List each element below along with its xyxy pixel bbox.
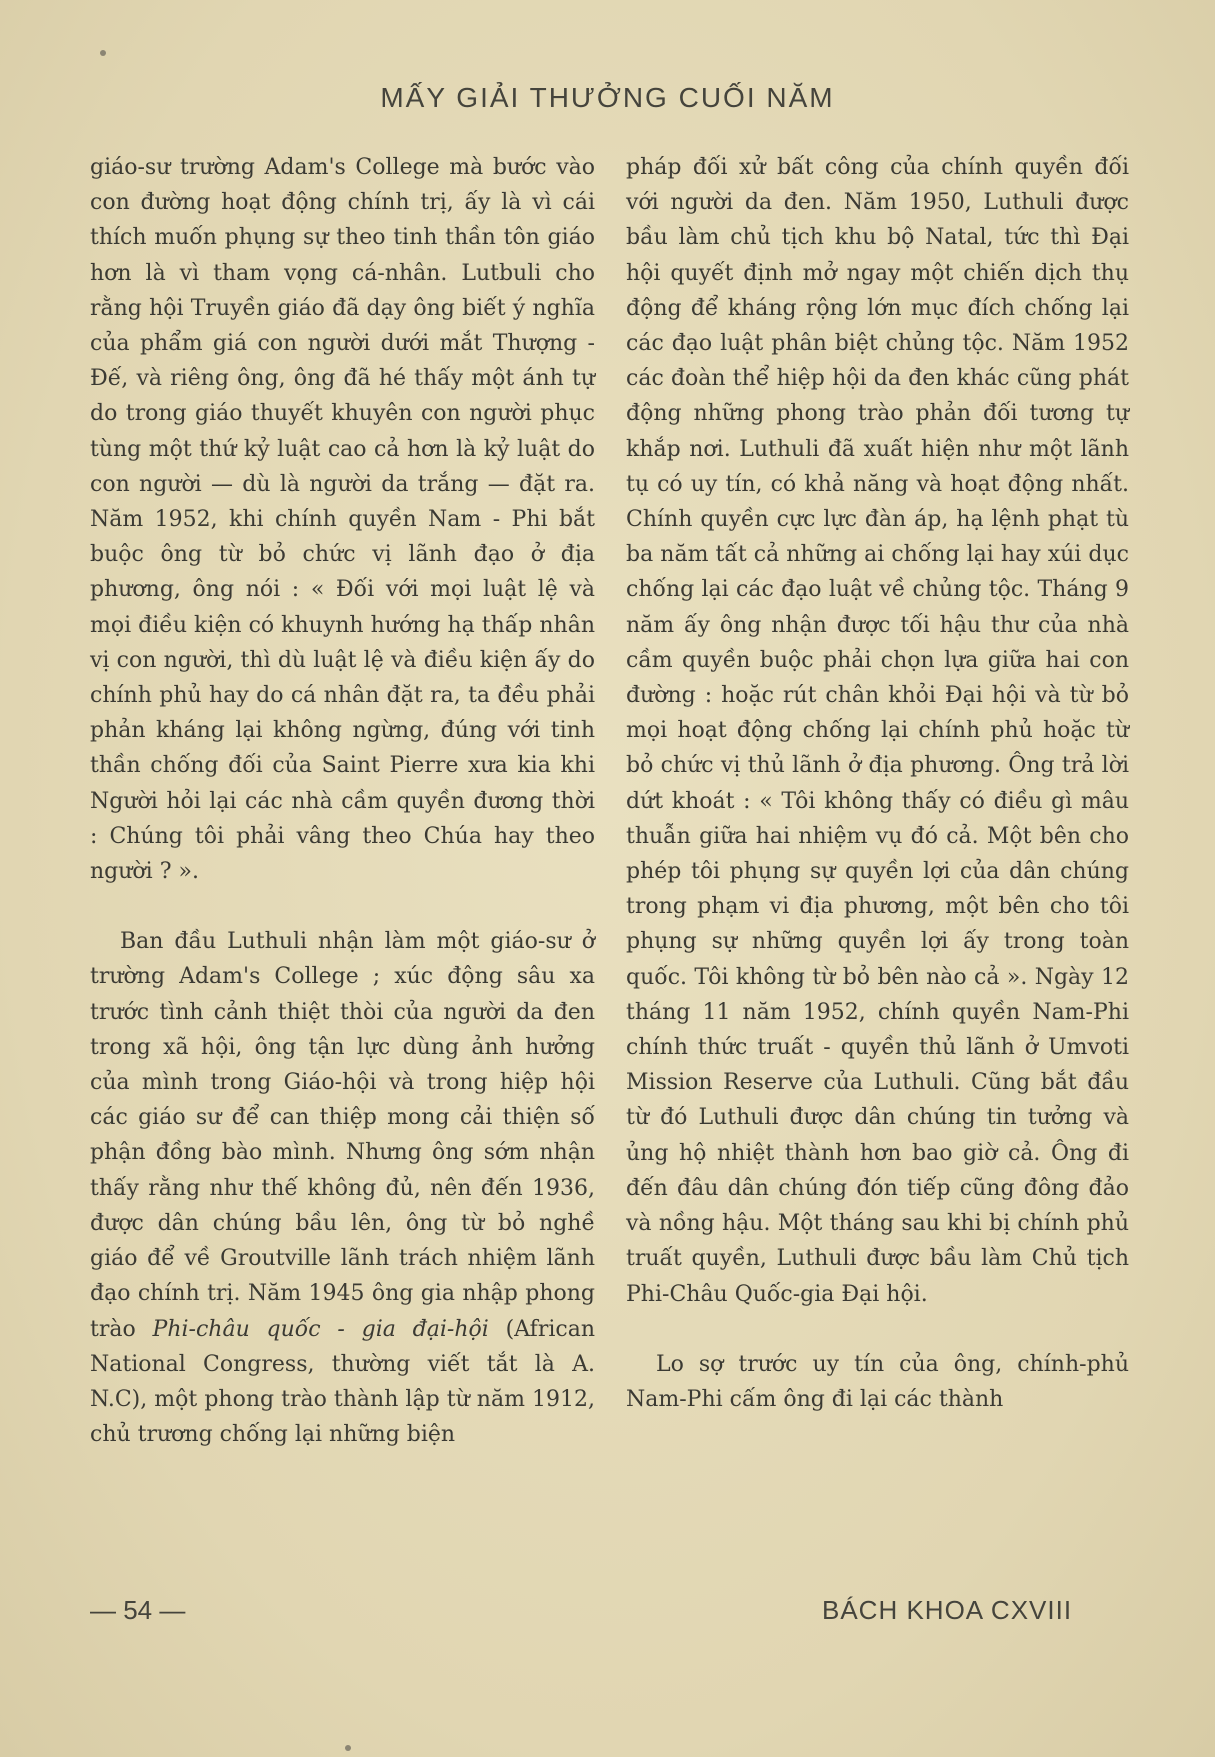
left-paragraph-2-text-end: (African National Congress, thường viết tắt là A. N.C), một phong trào thành lập từ năm 1912, chủ trương chống lại những biện: [90, 1316, 595, 1448]
right-paragraph-1: pháp đối xử bất công của chính quyền đối với người da đen. Năm 1950, Luthuli được bầu làm chủ tịch khu bộ Natal, tức thì Đại hội quyết định mở ngay một chiến dịch thụ động để kháng rộng lớn mục đích chống lại các đạo luật phân biệt chủng tộc. Năm 1952 các đoàn thể hiệp hội da đen khác cũng phát động những phong trào phản đối tương tự khắp nơi. Luthuli đã xuất hiện như một lãnh tụ có uy tín, có khả năng và hoạt động nhất. Chính quyền cực lực đàn áp, hạ lệnh phạt tù ba năm tất cả những ai chống lại hay xúi dục chống lại các đạo luật về chủng tộc. Tháng 9 năm ấy ông nhận được tối hậu thư của nhà cầm quyền buộc phải chọn lựa giữa hai con đường : hoặc rút chân khỏi Đại hội và từ bỏ mọi hoạt động chống lại chính phủ hoặc từ bỏ chức vị thủ lãnh ở địa phương. Ông trả lời dứt khoát : « Tôi không thấy có điều gì mâu thuẫn giữa hai nhiệm vụ đó cả. Một bên cho phép tôi phụng sự quyền lợi của dân chúng trong phạm vi địa phương, một bên cho tôi phụng sự những quyền lợi ấy trong toàn quốc. Tôi không từ bỏ bên nào cả ». Ngày 12 tháng 11 năm 1952, chính quyền Nam-Phi chính thức truất - quyền thủ lãnh ở Umvoti Mission Reserve của Luthuli. Cũng bắt đầu từ đó Luthuli được dân chúng tin tưởng và ủng hộ nhiệt thành hơn bao giờ cả. Ông đi đến đâu dân chúng đón tiếp cũng đông đảo và nồng hậu. Một tháng sau khi bị chính phủ truất quyền, Luthuli được bầu làm Chủ tịch Phi-Châu Quốc-gia Đại hội.: [626, 155, 1129, 1307]
organization-name-italic: Phi-châu quốc - gia đại-hội: [152, 1316, 489, 1342]
right-paragraph-2: Lo sợ trước uy tín của ông, chính-phủ Nam-Phi cấm ông đi lại các thành: [626, 1351, 1129, 1412]
page-number: — 54 —: [90, 1595, 186, 1625]
paper-speck: [345, 1745, 351, 1751]
left-column: [90, 150, 595, 1452]
paper-speck: [100, 50, 106, 56]
running-header: MẤY GIẢI THƯỞNG CUỐI NĂM: [380, 82, 835, 113]
left-paragraph-2-text: Ban đầu Luthuli nhận làm một giáo-sư ở trường Adam's College ; xúc động sâu xa trước tình cảnh thiệt thòi của người da đen trong xã hội, ông tận lực dùng ảnh hưởng của mình trong Giáo-hội và trong hiệp hội các giáo sư để can thiệp mong cải thiện số phận đồng bào mình. Nhưng ông sớm nhận thấy rằng như thế không đủ, nên đến 1936, được dân chúng bầu lên, ông từ bỏ nghề giáo để về Groutville lãnh trách nhiệm lãnh đạo chính trị. Năm 1945 ông gia nhập phong trào: [90, 929, 595, 1342]
left-paragraph-2: [90, 924, 595, 1452]
right-column: [626, 150, 1129, 1417]
left-paragraph-1: giáo-sư trường Adam's College mà bước vào con đường hoạt động chính trị, ấy là vì cái thích muốn phụng sự theo tinh thần tôn giáo hơn là vì tham vọng cá-nhân. Lutbuli cho rằng hội Truyền giáo đã dạy ông biết ý nghĩa của phẩm giá con người dưới mắt Thượng - Đế, và riêng ông, ông đã hé thấy một ánh tự do trong giáo thuyết khuyên con người phục tùng một thứ kỷ luật cao cả hơn là kỷ luật do con người — dù là người da trắng — đặt ra. Năm 1952, khi chính quyền Nam - Phi bắt buộc ông từ bỏ chức vị lãnh đạo ở địa phương, ông nói : « Đối với mọi luật lệ và mọi điều kiện có khuynh hướng hạ thấp nhân vị con người, thì dù luật lệ và điều kiện ấy do chính phủ hay do cá nhân đặt ra, ta đều phải phản kháng lại không ngừng, đúng với tinh thần chống đối của Saint Pierre xưa kia khi Người hỏi lại các nhà cầm quyền đương thời : Chúng tôi phải vâng theo Chúa hay theo người ? ».: [90, 155, 595, 885]
publication-name: BÁCH KHOA CXVIII: [822, 1595, 1073, 1625]
